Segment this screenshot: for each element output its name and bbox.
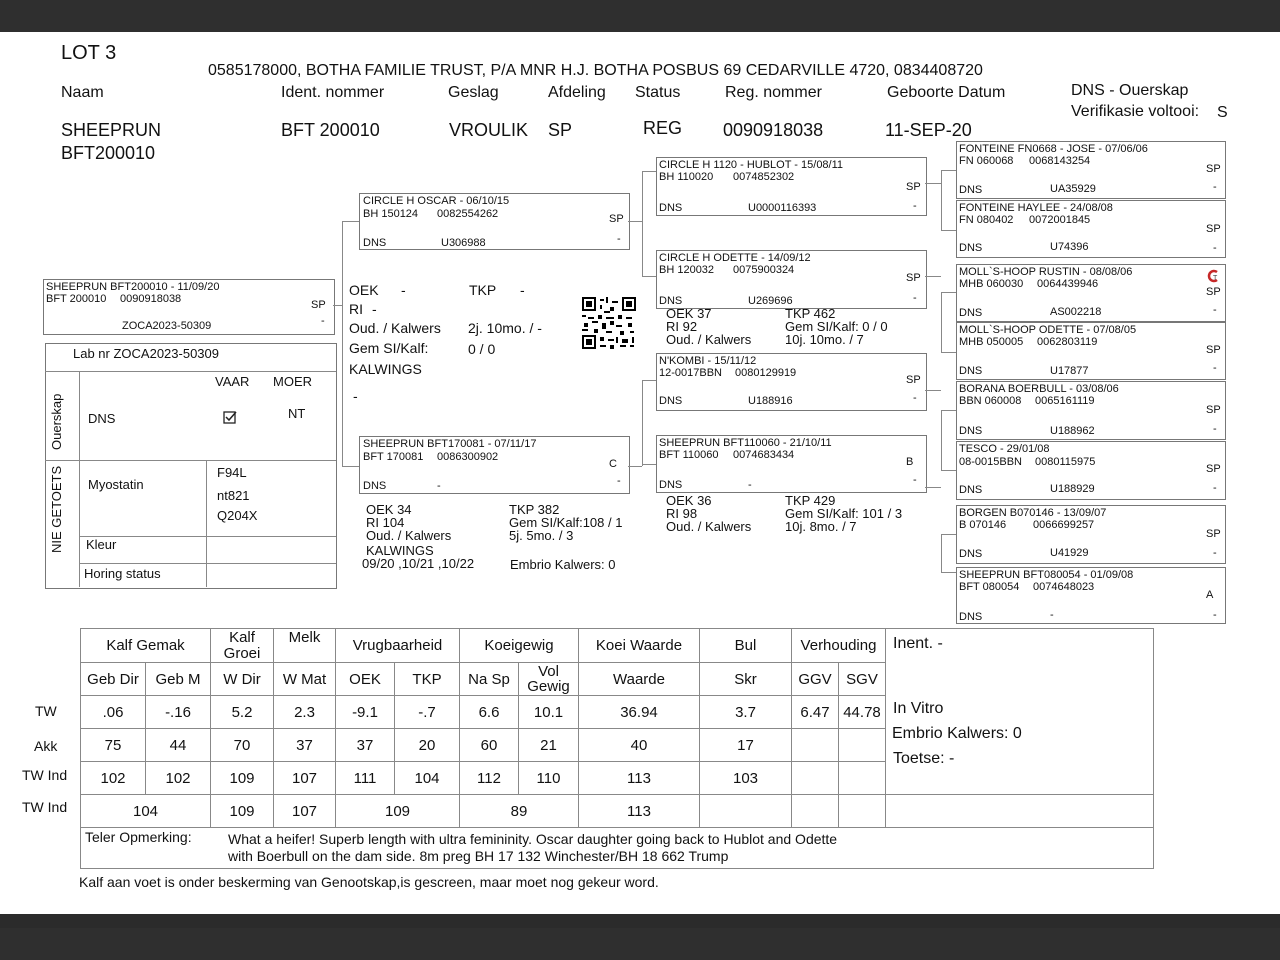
- col-label-geslag: Geslag: [448, 84, 499, 101]
- moer-dns-value: NT: [288, 406, 306, 421]
- grandparent-id: BFT 110060: [659, 449, 719, 461]
- dam-reg: 0086300902: [437, 451, 499, 463]
- akk-cell: [792, 729, 839, 762]
- teler-label: Teler Opmerking:: [85, 829, 192, 845]
- ggp-reg: 0080115975: [1035, 456, 1096, 468]
- col-skr: Skr: [700, 663, 792, 696]
- tw-ind2-cell: 113: [579, 795, 700, 828]
- gp-dam-side-oud: Oud. / Kalwers: [666, 519, 752, 534]
- in-vitro: In Vitro: [893, 700, 944, 717]
- grandparent-code: SP: [906, 272, 921, 284]
- gp-dam-side-age: 10j. 8mo. / 7: [785, 519, 857, 534]
- dam-kalwings: KALWINGS: [366, 543, 434, 558]
- sire-code: SP: [609, 213, 624, 225]
- grandparent-title: SHEEPRUN BFT110060 - 21/10/11: [659, 437, 832, 449]
- ggp-reg: 0064439946: [1037, 278, 1099, 290]
- ggp-code: SP: [1206, 344, 1221, 356]
- ggp-u: U188929: [1050, 483, 1095, 495]
- subject-kalwings-value: -: [353, 388, 358, 404]
- tw-ind-cell: [792, 762, 839, 795]
- ggp-reg: 0068143254: [1029, 155, 1091, 167]
- horing-status-label: Horing status: [84, 566, 161, 581]
- tw-ind-cell: 102: [146, 762, 211, 795]
- tw-ind-cell: 102: [81, 762, 146, 795]
- ggp-code: A: [1206, 589, 1214, 601]
- animal-name: SHEEPRUN: [61, 120, 162, 140]
- registration-logo-icon: [1206, 269, 1220, 283]
- tw-ind-cell: 113: [579, 762, 700, 795]
- ggp-dns: DNS: [959, 548, 983, 560]
- grandparent-reg: 0075900324: [733, 264, 795, 276]
- verification-value: S: [1217, 104, 1228, 121]
- gp-sire-side-oek: OEK 37: [666, 306, 712, 321]
- teler-remark-line1: What a heifer! Superb length with ultra femininity. Oscar daughter going back to Hublot and Odette: [228, 831, 838, 847]
- col-label-ident: Ident. nommer: [281, 84, 385, 101]
- gp-sire-side-oud: Oud. / Kalwers: [666, 332, 752, 347]
- dam-kalwings-dates: 09/20 ,10/21 ,10/22: [362, 556, 475, 571]
- grandparent-dns: DNS: [659, 295, 683, 307]
- ggp-id: B 070146: [959, 519, 1007, 531]
- tw-ind-cell: 109: [211, 762, 274, 795]
- akk-cell: 44: [146, 729, 211, 762]
- grandparent-u: -: [748, 479, 752, 491]
- ggp-dns: DNS: [959, 611, 983, 623]
- animal-name-code: BFT200010: [61, 143, 156, 163]
- ggp-title: BORANA BOERBULL - 03/08/06: [959, 383, 1119, 395]
- subject-zoca: ZOCA2023-50309: [122, 320, 212, 332]
- ggp-reg: 0066699257: [1033, 519, 1095, 531]
- great-grandparent-box: [956, 567, 1226, 624]
- row-label-tw-ind: TW Ind: [22, 767, 68, 783]
- col-label-afdeling: Afdeling: [548, 84, 606, 101]
- status-value: REG: [643, 118, 683, 138]
- gp-dam-side-oek: OEK 36: [666, 493, 712, 508]
- ggp-id: BFT 080054: [959, 581, 1020, 593]
- subject-oek-label: OEK: [349, 282, 379, 298]
- akk-cell: 40: [579, 729, 700, 762]
- ggp-code: SP: [1206, 463, 1221, 475]
- akk-cell: [839, 729, 886, 762]
- ident-value: BFT 200010: [281, 120, 380, 140]
- ggp-reg: 0072001845: [1029, 214, 1091, 226]
- ggp-title: MOLL`S-HOOP ODETTE - 07/08/05: [959, 324, 1137, 336]
- grandparent-reg: 0074852302: [733, 171, 795, 183]
- grandparent-u: U188916: [748, 395, 793, 407]
- ggp-reg: 0065161119: [1035, 395, 1095, 407]
- ggp-dash: -: [1213, 242, 1217, 254]
- tw-cell: 36.94: [579, 696, 700, 729]
- tw-cell: 44.78: [839, 696, 886, 729]
- ggp-title: BORGEN B070146 - 13/09/07: [959, 507, 1107, 519]
- vaar-label: VAAR: [215, 374, 250, 389]
- grandparent-dash: -: [913, 474, 917, 486]
- ouerskap-vertical-label: Ouerskap: [49, 393, 64, 450]
- sire-box: [359, 193, 630, 250]
- subject-ri-value: -: [372, 301, 377, 317]
- tw-cell: 10.1: [519, 696, 579, 729]
- svg-text:T: T: [1213, 275, 1218, 282]
- owner-line: 0585178000, BOTHA FAMILIE TRUST, P/A MNR H.J. BOTHA POSBUS 69 CEDARVILLE 4720, 0834408720: [208, 62, 983, 79]
- ggp-reg: 0074648023: [1033, 581, 1095, 593]
- ggp-dash: -: [1213, 304, 1217, 316]
- ggp-u: AS002218: [1050, 306, 1102, 318]
- tw-cell: 6.6: [460, 696, 519, 729]
- ggp-id: FN 080402: [959, 214, 1014, 226]
- grandparent-id: BH 110020: [659, 171, 714, 183]
- dam-gem: Gem SI/Kalf:108 / 1: [509, 515, 623, 530]
- ggp-id: FN 060068: [959, 155, 1014, 167]
- ggp-id: MHB 050005: [959, 336, 1024, 348]
- gp-sire-side-tkp: TKP 462: [785, 306, 836, 321]
- tw-ind2-cell: 89: [460, 795, 579, 828]
- tw-cell: -.16: [146, 696, 211, 729]
- akk-cell: 60: [460, 729, 519, 762]
- ggp-u: U17877: [1050, 365, 1089, 377]
- ggp-u: U41929: [1050, 547, 1089, 559]
- subject-oud-value: 2j. 10mo. / -: [468, 320, 542, 336]
- top-bar: [0, 0, 1280, 32]
- subject-title: SHEEPRUN BFT200010 - 11/09/20: [46, 281, 220, 293]
- grandparent-dns: DNS: [659, 479, 683, 491]
- col-waarde: Waarde: [579, 663, 700, 696]
- subject-tkp-value: -: [520, 282, 525, 298]
- grandparent-dash: -: [913, 292, 917, 304]
- kleur-label: Kleur: [86, 537, 117, 552]
- footer-note: Kalf aan voet is onder beskerming van Genootskap,is gescreen, maar moet nog gekeur word.: [79, 874, 659, 890]
- grandparent-code: SP: [906, 374, 921, 386]
- tw-ind2-cell: [839, 795, 886, 828]
- col-oek: OEK: [336, 663, 395, 696]
- tw-cell: -.7: [395, 696, 460, 729]
- dam-ri: RI 104: [366, 515, 405, 530]
- dam-embrio: Embrio Kalwers: 0: [510, 557, 616, 572]
- embrio-kalwers: Embrio Kalwers: 0: [892, 725, 1022, 742]
- dam-title: SHEEPRUN BFT170081 - 07/11/17: [363, 438, 537, 450]
- dam-oud: Oud. / Kalwers: [366, 528, 452, 543]
- ggp-id: BBN 060008: [959, 395, 1022, 407]
- ggp-u: UA35929: [1050, 183, 1096, 195]
- grandparent-dns: DNS: [659, 202, 683, 214]
- subject-ri-label: RI: [349, 301, 363, 317]
- subject-tkp-label: TKP: [469, 282, 497, 298]
- group-koeigewig: Koeigewig: [460, 629, 579, 663]
- ggp-code: SP: [1206, 528, 1221, 540]
- row-label-tw: TW: [35, 703, 57, 719]
- subject-box: [43, 279, 335, 335]
- moer-label: MOER: [273, 374, 312, 389]
- dam-u: -: [437, 480, 441, 492]
- grandparent-code: SP: [906, 181, 921, 193]
- verification-label: Verifikasie voltooi:: [1071, 103, 1200, 120]
- grandparent-box: [656, 157, 927, 216]
- inent: Inent. -: [893, 635, 943, 652]
- ggp-title: FONTEINE HAYLEE - 24/08/08: [959, 202, 1113, 214]
- akk-cell: 21: [519, 729, 579, 762]
- ggp-title: SHEEPRUN BFT080054 - 01/09/08: [959, 569, 1134, 581]
- ggp-dns: DNS: [959, 242, 983, 254]
- grandparent-u: U0000116393: [748, 202, 817, 214]
- grandparent-dns: DNS: [659, 395, 683, 407]
- col-label-geboorte: Geboorte Datum: [887, 84, 1006, 101]
- afdeling-value: SP: [548, 120, 573, 140]
- tw-cell: .06: [81, 696, 146, 729]
- breeding-values-table: [80, 628, 1154, 869]
- great-grandparent-box: [956, 322, 1226, 380]
- subject-sp: SP: [311, 299, 326, 311]
- myostatin-q204x: Q204X: [217, 508, 258, 523]
- ggp-dash: -: [1213, 181, 1217, 193]
- col-label-status: Status: [635, 84, 681, 101]
- col-na-sp: Na Sp: [460, 663, 519, 696]
- great-grandparent-box: [956, 264, 1226, 322]
- qr-code-icon: [582, 297, 636, 349]
- grandparent-reg: 0080129919: [735, 367, 797, 379]
- great-grandparent-box: [956, 381, 1226, 440]
- geboorte-value: 11-SEP-20: [885, 120, 972, 140]
- grandparent-dash: -: [913, 392, 917, 404]
- subject-kalwings: KALWINGS: [349, 361, 422, 377]
- tw-ind2-cell: 109: [336, 795, 460, 828]
- tw-ind-cell: 107: [274, 762, 336, 795]
- akk-cell: 75: [81, 729, 146, 762]
- grandparent-box: [656, 435, 927, 493]
- gp-sire-side-ri: RI 92: [666, 319, 698, 334]
- grandparent-title: CIRCLE H 1120 - HUBLOT - 15/08/11: [659, 159, 844, 171]
- dam-dash: -: [617, 475, 621, 487]
- akk-cell: 17: [700, 729, 792, 762]
- akk-cell: 37: [274, 729, 336, 762]
- great-grandparent-box: [956, 141, 1226, 199]
- tw-ind-cell: 103: [700, 762, 792, 795]
- ggp-dns: DNS: [959, 184, 983, 196]
- ggp-title: FONTEINE FN0668 - JOSE - 07/06/06: [959, 143, 1148, 155]
- group-vrugbaarheid: Vrugbaarheid: [336, 629, 460, 663]
- grandparent-title: N'KOMBI - 15/11/12: [659, 355, 757, 367]
- grandparent-id: BH 120032: [659, 264, 715, 276]
- grandparent-u: U269696: [748, 295, 793, 307]
- great-grandparent-box: [956, 200, 1226, 258]
- gp-dam-side-ri: RI 98: [666, 506, 698, 521]
- grandparent-id: 12-0017BBN: [659, 367, 722, 379]
- myostatin-nt821: nt821: [217, 488, 250, 503]
- group-kalf-gemak: Kalf Gemak: [81, 629, 211, 663]
- dam-box: [359, 436, 630, 494]
- nie-getoets-vertical-label: NIE GETOETS: [49, 465, 64, 553]
- lot-number: LOT 3: [61, 42, 117, 64]
- subject-dash: -: [321, 315, 325, 327]
- col-sgv: SGV: [839, 663, 886, 696]
- subject-oud-label: Oud. / Kalwers: [349, 320, 441, 336]
- subject-oek-value: -: [401, 282, 406, 298]
- tw-ind2-cell: [792, 795, 839, 828]
- side-info-bottom: [886, 795, 1154, 828]
- myostatin-label: Myostatin: [88, 477, 144, 492]
- tw-ind-cell: 112: [460, 762, 519, 795]
- gp-dam-side-tkp: TKP 429: [785, 493, 836, 508]
- ggp-title: MOLL`S-HOOP RUSTIN - 08/08/06: [959, 266, 1133, 278]
- tw-cell: 3.7: [700, 696, 792, 729]
- tw-ind-cell: [839, 762, 886, 795]
- tw-cell: 6.47: [792, 696, 839, 729]
- col-w-mat: W Mat: [274, 663, 336, 696]
- ggp-u: -: [1050, 609, 1054, 621]
- gp-sire-side-age: 10j. 10mo. / 7: [785, 332, 864, 347]
- col-w-dir: W Dir: [211, 663, 274, 696]
- ggp-dns: DNS: [959, 365, 983, 377]
- subject-gem-value: 0 / 0: [468, 341, 496, 357]
- dam-oek: OEK 34: [366, 502, 412, 517]
- dam-age: 5j. 5mo. / 3: [509, 528, 574, 543]
- grandparent-box: [656, 250, 927, 309]
- tw-ind-cell: 111: [336, 762, 395, 795]
- side-info-cell: [886, 629, 1154, 795]
- ggp-reg: 0062803119: [1037, 336, 1098, 348]
- akk-cell: 37: [336, 729, 395, 762]
- ggp-dash: -: [1213, 362, 1217, 374]
- grandparent-dash: -: [913, 200, 917, 212]
- sire-u: U306988: [441, 237, 486, 249]
- tw-cell: 5.2: [211, 696, 274, 729]
- group-bul: Bul: [700, 629, 792, 663]
- ggp-dash: -: [1213, 482, 1217, 494]
- tw-cell: -9.1: [336, 696, 395, 729]
- grandparent-title: CIRCLE H ODETTE - 14/09/12: [659, 252, 811, 264]
- grandparent-reg: 0074683434: [733, 449, 795, 461]
- reg-value: 0090918038: [723, 120, 824, 140]
- bottom-bar: [0, 928, 1280, 960]
- col-geb-dir: Geb Dir: [81, 663, 146, 696]
- grandparent-box: [656, 353, 927, 411]
- geslag-value: VROULIK: [449, 120, 529, 140]
- group-melk: Melk: [274, 629, 336, 663]
- ggp-code: SP: [1206, 163, 1221, 175]
- gp-sire-side-gem: Gem SI/Kalf: 0 / 0: [785, 319, 888, 334]
- col-label-naam: Naam: [61, 84, 104, 101]
- dns-title: DNS - Ouerskap: [1071, 82, 1189, 99]
- ggp-title: TESCO - 29/01/08: [959, 443, 1050, 455]
- sire-title: CIRCLE H OSCAR - 06/10/15: [363, 195, 510, 207]
- tw-ind2-cell: 109: [211, 795, 274, 828]
- ggp-dash: -: [1213, 609, 1217, 621]
- great-grandparent-box: [956, 505, 1226, 564]
- subject-reg: 0090918038: [120, 293, 182, 305]
- ggp-dns: DNS: [959, 425, 983, 437]
- lab-number: Lab nr ZOCA2023-50309: [73, 346, 219, 361]
- col-ggv: GGV: [792, 663, 839, 696]
- group-kalf-groei: Kalf Groei: [211, 629, 274, 663]
- ggp-id: MHB 060030: [959, 278, 1024, 290]
- subject-gem-label: Gem SI/Kalf:: [349, 340, 429, 356]
- ggp-code: SP: [1206, 286, 1221, 298]
- gp-dam-side-gem: Gem SI/Kalf: 101 / 3: [785, 506, 903, 521]
- tw-cell: 2.3: [274, 696, 336, 729]
- ggp-code: SP: [1206, 223, 1221, 235]
- sire-id: BH 150124: [363, 208, 419, 220]
- tw-ind2-cell: [700, 795, 792, 828]
- ggp-u: U188962: [1050, 425, 1095, 437]
- ggp-dash: -: [1213, 547, 1217, 559]
- group-koei-waarde: Koei Waarde: [579, 629, 700, 663]
- sire-reg: 0082554262: [437, 208, 499, 220]
- row-label-tw-ind-2: TW Ind: [22, 799, 68, 815]
- akk-cell: 20: [395, 729, 460, 762]
- checkbox-checked-icon: [223, 411, 237, 425]
- col-vol-gewig: Vol Gewig: [519, 663, 579, 696]
- great-grandparent-box: [956, 441, 1226, 500]
- grandparent-code: B: [906, 456, 914, 468]
- ggp-id: 08-0015BBN: [959, 456, 1022, 468]
- col-geb-m: Geb M: [146, 663, 211, 696]
- dam-dns: DNS: [363, 480, 387, 492]
- dns-label: DNS: [88, 411, 116, 426]
- ggp-dns: DNS: [959, 307, 983, 319]
- tw-ind2-cell: 107: [274, 795, 336, 828]
- group-verhouding: Verhouding: [792, 629, 886, 663]
- row-label-akk: Akk: [34, 738, 58, 754]
- col-label-reg: Reg. nommer: [725, 84, 822, 101]
- myostatin-f94l: F94L: [217, 465, 247, 480]
- teler-remark-line2: with Boerbull on the dam side. 8m preg BH 17 132 Winchester/BH 18 662 Trump: [228, 848, 729, 864]
- ggp-dash: -: [1213, 423, 1217, 435]
- col-tkp: TKP: [395, 663, 460, 696]
- teler-opmerking-cell: [81, 828, 1154, 869]
- sire-dns: DNS: [363, 237, 387, 249]
- ggp-dns: DNS: [959, 484, 983, 496]
- dam-id: BFT 170081: [363, 451, 424, 463]
- ggp-u: U74396: [1050, 241, 1089, 253]
- dam-code: C: [609, 458, 617, 470]
- tw-ind-cell: 104: [395, 762, 460, 795]
- toetse: Toetse: -: [893, 750, 955, 767]
- sire-dash: -: [617, 233, 621, 245]
- ggp-code: SP: [1206, 404, 1221, 416]
- tw-ind-cell: 110: [519, 762, 579, 795]
- tw-ind2-cell: 104: [81, 795, 211, 828]
- akk-cell: 70: [211, 729, 274, 762]
- dam-tkp: TKP 382: [509, 502, 560, 517]
- subject-id: BFT 200010: [46, 293, 107, 305]
